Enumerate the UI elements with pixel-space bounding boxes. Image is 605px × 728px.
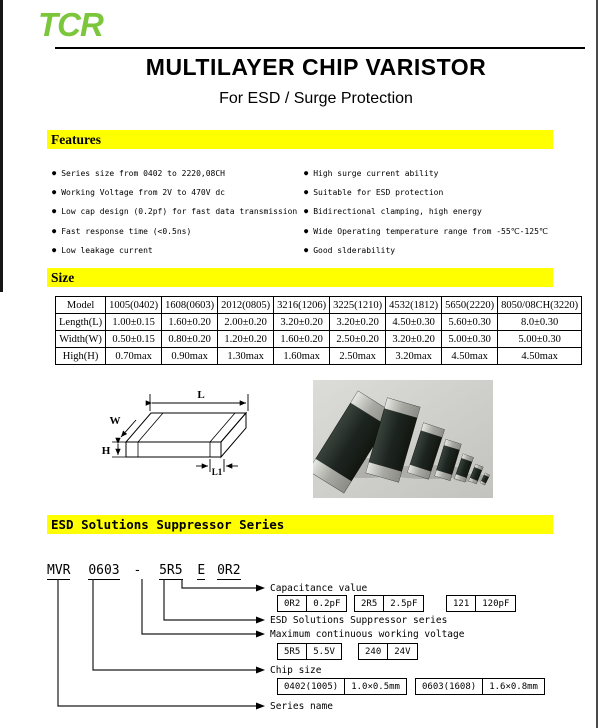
code-cell: 0603(1608) (416, 679, 483, 695)
bullet-icon: ● (304, 188, 309, 197)
column-header: 5650(2220) (442, 297, 498, 314)
table-cell: 4.50max (442, 348, 498, 365)
dim-label-l1: L1 (211, 467, 223, 477)
code-cell: 0402(1005) (278, 679, 345, 695)
feature-text: Suitable for ESD protection (313, 188, 444, 198)
pn-chip-size: 0603 (88, 563, 120, 578)
series-name-label: Series name (270, 701, 333, 712)
table-cell: Length(L) (56, 314, 106, 331)
table-row (56, 331, 582, 348)
column-header: 2012(0805) (218, 297, 274, 314)
table-cell: 1.30max (218, 348, 274, 365)
table-cell: 1.60±0.20 (162, 314, 218, 331)
table-row (56, 297, 582, 314)
list-item (52, 164, 297, 183)
table-cell: 5.60±0.30 (442, 314, 498, 331)
capacitance-table (277, 595, 347, 612)
list-item (304, 164, 548, 183)
table-cell: 1.60±0.20 (274, 331, 330, 348)
pn-voltage: 5R5 (159, 563, 183, 578)
table-cell: 1.60max (274, 348, 330, 365)
code-cell: 5R5 (278, 644, 307, 660)
scan-edge-left (0, 0, 3, 292)
tcr-logo: TCR (38, 6, 103, 43)
capacitance-table (446, 595, 516, 612)
pn-capacitance: 0R2 (217, 563, 241, 578)
header-rule (55, 47, 585, 49)
table-cell: 5.00±0.30 (442, 331, 498, 348)
table-cell: 8.0±0.30 (498, 314, 582, 331)
column-header: 8050/08CH(3220) (498, 297, 582, 314)
code-cell: 240 (359, 644, 388, 660)
dim-label-h: H (101, 445, 111, 457)
pn-dash: - (133, 563, 142, 578)
value-cell: 0.2pF (307, 596, 347, 612)
table-cell: 0.70max (106, 348, 162, 365)
size-banner: Size (47, 268, 553, 287)
column-header: Model (56, 297, 106, 314)
column-header: 3216(1206) (274, 297, 330, 314)
bullet-icon: ● (52, 245, 57, 254)
voltage-table (277, 643, 342, 660)
code-cell: 2R5 (355, 596, 384, 612)
capacitance-table (354, 595, 424, 612)
voltage-table (358, 643, 418, 660)
chip-size-table (415, 678, 545, 695)
feature-text: Good slderability (313, 245, 396, 255)
bullet-icon: ● (52, 188, 57, 197)
column-header: 1005(0402) (106, 297, 162, 314)
voltage-label: Maximum continuous working voltage (270, 629, 465, 640)
list-item (52, 222, 297, 241)
chip-size-table (277, 678, 407, 695)
table-cell: 1.00±0.15 (106, 314, 162, 331)
bullet-icon: ● (52, 207, 57, 216)
features-list-left (52, 164, 297, 260)
feature-text: Low leakage current (61, 245, 153, 255)
value-cell: 120pF (476, 596, 516, 612)
table-cell: 1.20±0.20 (218, 331, 274, 348)
feature-text: Series size from 0402 to 2220,08CH (61, 169, 225, 178)
list-item (52, 202, 297, 221)
value-cell: 5.5V (307, 644, 342, 660)
table-cell: 2.00±0.20 (218, 314, 274, 331)
dim-label-w: W (109, 415, 121, 427)
bullet-icon: ● (52, 226, 57, 235)
table-row (56, 314, 582, 331)
column-header: 1608(0603) (162, 297, 218, 314)
dim-label-l: L (197, 389, 205, 401)
chip-dimension-diagram (68, 378, 288, 490)
bullet-icon: ● (304, 245, 309, 254)
table-cell: 2.50±0.20 (330, 331, 386, 348)
feature-text: Fast response time (<0.5ns) (61, 226, 192, 236)
table-cell: 4.50max (498, 348, 582, 365)
table-cell: 0.90max (162, 348, 218, 365)
table-cell: 0.80±0.20 (162, 331, 218, 348)
value-cell: 24V (388, 644, 417, 660)
feature-text: Wide Operating temperature range from -55℃-125℃ (313, 226, 548, 236)
list-item (52, 183, 297, 202)
column-header: 4532(1812) (386, 297, 442, 314)
title-block (47, 54, 585, 108)
list-item (304, 222, 548, 241)
table-cell: 4.50±0.30 (386, 314, 442, 331)
esd-series-label: ESD Solutions Suppressor series (270, 615, 448, 626)
pn-esd-code: E (197, 563, 206, 578)
table-cell: 3.20±0.20 (274, 314, 330, 331)
list-item (304, 202, 548, 221)
table-cell: High(H) (56, 348, 106, 365)
table-cell: Width(W) (56, 331, 106, 348)
bullet-icon: ● (304, 207, 309, 216)
code-cell: 121 (447, 596, 476, 612)
page-subtitle: For ESD / Surge Protection (219, 90, 413, 107)
value-cell: 1.0×0.5mm (345, 679, 407, 695)
list-item (52, 241, 297, 260)
features-list-right (304, 164, 548, 260)
bullet-icon: ● (304, 226, 309, 235)
table-cell: 2.50max (330, 348, 386, 365)
feature-text: Low cap design (0.2pf) for fast data transmission (61, 207, 298, 217)
features-banner: Features (47, 130, 553, 149)
column-header: 3225(1210) (330, 297, 386, 314)
pn-series: MVR (47, 563, 71, 578)
feature-text: High surge current ability (313, 169, 439, 178)
feature-text: Bidirectional clamping, high energy (313, 207, 482, 217)
size-table (55, 296, 582, 365)
table-cell: 3.20±0.20 (330, 314, 386, 331)
value-cell: 2.5pF (384, 596, 424, 612)
chip-size-label: Chip size (270, 665, 322, 676)
capacitance-label: Capacitance value (270, 583, 368, 594)
table-cell: 0.50±0.15 (106, 331, 162, 348)
esd-banner: ESD Solutions Suppressor Series (47, 515, 553, 534)
product-photo (313, 380, 493, 498)
table-row (56, 348, 582, 365)
bullet-icon: ● (52, 169, 57, 177)
code-cell: 0R2 (278, 596, 307, 612)
table-cell: 3.20±0.20 (386, 331, 442, 348)
table-cell: 3.20max (386, 348, 442, 365)
page-title: MULTILAYER CHIP VARISTOR (145, 54, 487, 80)
list-item (304, 241, 548, 260)
list-item (304, 183, 548, 202)
feature-text: Working Voltage from 2V to 470V dc (61, 188, 225, 198)
table-cell: 5.00±0.30 (498, 331, 582, 348)
value-cell: 1.6×0.8mm (483, 679, 545, 695)
bullet-icon: ● (304, 169, 309, 177)
